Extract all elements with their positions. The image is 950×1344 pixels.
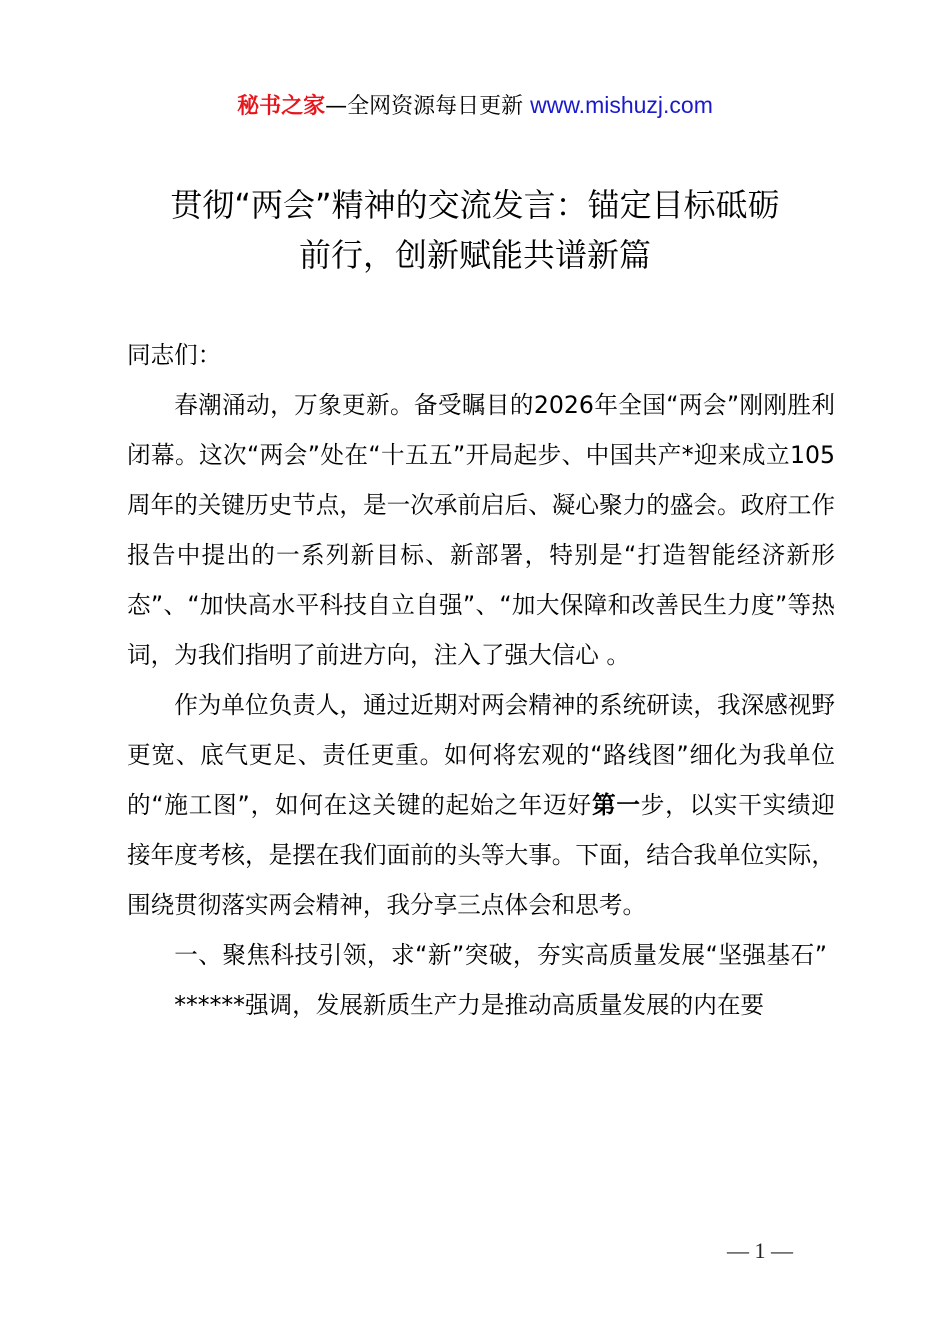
paragraph-1: 春潮涌动，万象更新。备受瞩目的2026年全国“两会”刚刚胜利闭幕。这次“两会”处在“十五五”开局起步、中国共产*迎来成立105周年的关键历史节点，是一次承前启后、凝心聚力的盛会。政府工作报告中提出的一系列新目标、新部署，特别是“打造智能经济新形态”、“加快高水平科技自立自强”、“加大保障和改善民生力度”等热词，为我们指明了前进方向，注入了强大信心 。 — [127, 391, 835, 669]
page-number: — 1 — — [727, 1238, 793, 1263]
paragraph-2-text-b: 步，以实干实绩迎接年度考核，是摆在我们面前的头等大事。下面，结合我单位实际，围绕贯彻落实两会精神，我分享三点体会和思考。 — [127, 791, 836, 919]
site-header — [0, 90, 950, 122]
title-line-2: 前行，创新赋能共谱新篇 — [298, 236, 651, 274]
salutation: 同志们： — [127, 341, 222, 369]
title-line-1: 贯彻“两会”精神的交流发言：锚定目标砥砺 — [170, 186, 780, 224]
header-tagline: —全网资源每日更新 — [325, 94, 524, 119]
paragraph-3: ******强调，发展新质生产力是推动高质量发展的内在要 — [174, 991, 765, 1019]
paragraph-2-bold-text: 第一 — [591, 791, 641, 819]
document-body — [127, 330, 835, 1030]
brand-name: 秘书之家 — [237, 94, 326, 119]
paragraph-2 — [127, 680, 835, 930]
site-url-link[interactable]: www.mishuzj.com — [530, 92, 713, 118]
document-title — [110, 180, 840, 280]
paragraph-2-text-a: 作为单位负责人，通过近期对两会精神的系统研读，我深感视野更宽、底气更足、责任更重。如何将宏观的“路线图”细化为我单位的“施工图”，如何在这关键的起始之年迈好 — [127, 691, 835, 819]
section-heading-1: 一、聚焦科技引领，求“新”突破，夯实高质量发展“坚强基石” — [174, 941, 828, 969]
